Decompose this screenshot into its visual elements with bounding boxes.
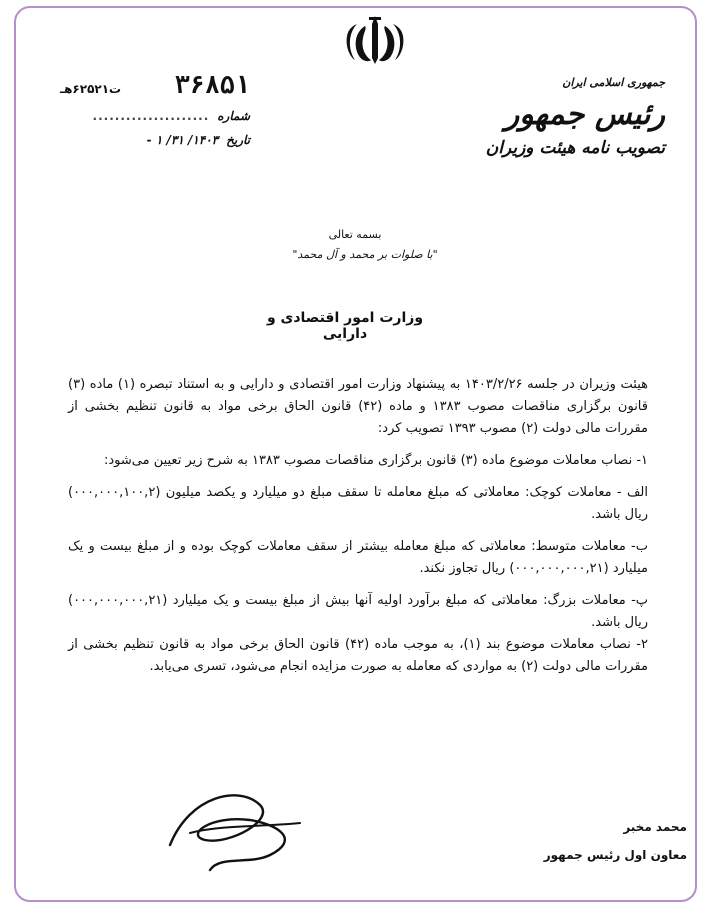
iran-emblem-icon bbox=[345, 14, 405, 66]
signatory-name: محمد مخبر bbox=[623, 820, 687, 834]
letter-code: ت۶۲۵۲۱هـ bbox=[60, 82, 122, 96]
paragraph-preamble: هیئت وزیران در جلسه ۱۴۰۳/۲/۲۶ به پیشنهاد وزارت امور اقتصادی و دارایی و به استناد تبصره (۱) ماده (۳) قانون برگزاری مناقصات مصوب ۱۳۸۳ و ماده (۴۲) قانون الحاق برخی مواد به قانون تنظیم بخشی از مقررات مالی دولت (۲) مصوب ۱۳۹۳ تصویب کرد: bbox=[68, 377, 648, 436]
republic-label: جمهوری اسلامی ایران bbox=[562, 76, 665, 89]
number-dots: ..................... bbox=[92, 109, 210, 123]
paragraph-large-deals: پ- معاملات بزرگ: معاملاتی که مبلغ برآورد اولیه آنها بیش از مبلغ بیست و یک میلیارد (۰۰۰,۰۰۰,۰۰۰,۲۱) ریال باشد. bbox=[68, 593, 648, 630]
approval-title: تصویب نامه هیئت وزیران bbox=[485, 138, 665, 158]
basmala: بسمه تعالی bbox=[328, 228, 382, 241]
reference-block bbox=[60, 70, 250, 147]
date-value: ۱۴۰۳/ ۳۱/ ۱ - bbox=[146, 133, 219, 147]
letterhead bbox=[405, 76, 665, 158]
date-label: تاریخ bbox=[226, 133, 250, 147]
date-line bbox=[60, 133, 250, 147]
signatory-title: معاون اول رئیس جمهور bbox=[543, 848, 687, 862]
number-row bbox=[60, 70, 250, 99]
letter-number: ۳۶۸۵۱ bbox=[174, 70, 250, 99]
paragraph-article-2: ۲- نصاب معاملات موضوع بند (۱)، به موجب ماده (۴۲) قانون الحاق برخی مواد به قانون تنظیم بخشی از مقررات مالی دولت (۲) به مواردی که معامله به صورت مزایده انجام می‌شود، تسری می‌یابد. bbox=[68, 637, 648, 674]
salavat: "با صلوات بر محمد و آل محمد" bbox=[292, 248, 438, 261]
paragraph-article-1: ۱- نصاب معاملات موضوع ماده (۳) قانون برگزاری مناقصات مصوب ۱۳۸۳ به شرح زیر تعیین می‌شود: bbox=[103, 453, 648, 468]
president-title: رئیس جمهور bbox=[504, 97, 665, 132]
number-line bbox=[60, 109, 250, 123]
paragraph-small-deals: الف - معاملات کوچک: معاملاتی که مبلغ معامله تا سقف مبلغ دو میلیارد و یکصد میلیون (۰۰۰,۰۰۰,۱۰۰,۲) ریال باشد. bbox=[68, 485, 648, 522]
number-label: شماره bbox=[217, 109, 250, 123]
paragraph-medium-deals: ب- معاملات متوسط: معاملاتی که مبلغ معامله بیشتر از سقف معاملات کوچک بوده و از مبلغ بیست و یک میلیارد (۰۰۰,۰۰۰,۰۰۰,۲۱) ریال تجاوز نکند. bbox=[68, 539, 648, 576]
decree-body bbox=[68, 374, 648, 678]
handwritten-signature bbox=[150, 785, 330, 875]
ministry-heading: وزارت امور اقتصادی و دارایی bbox=[266, 310, 424, 342]
